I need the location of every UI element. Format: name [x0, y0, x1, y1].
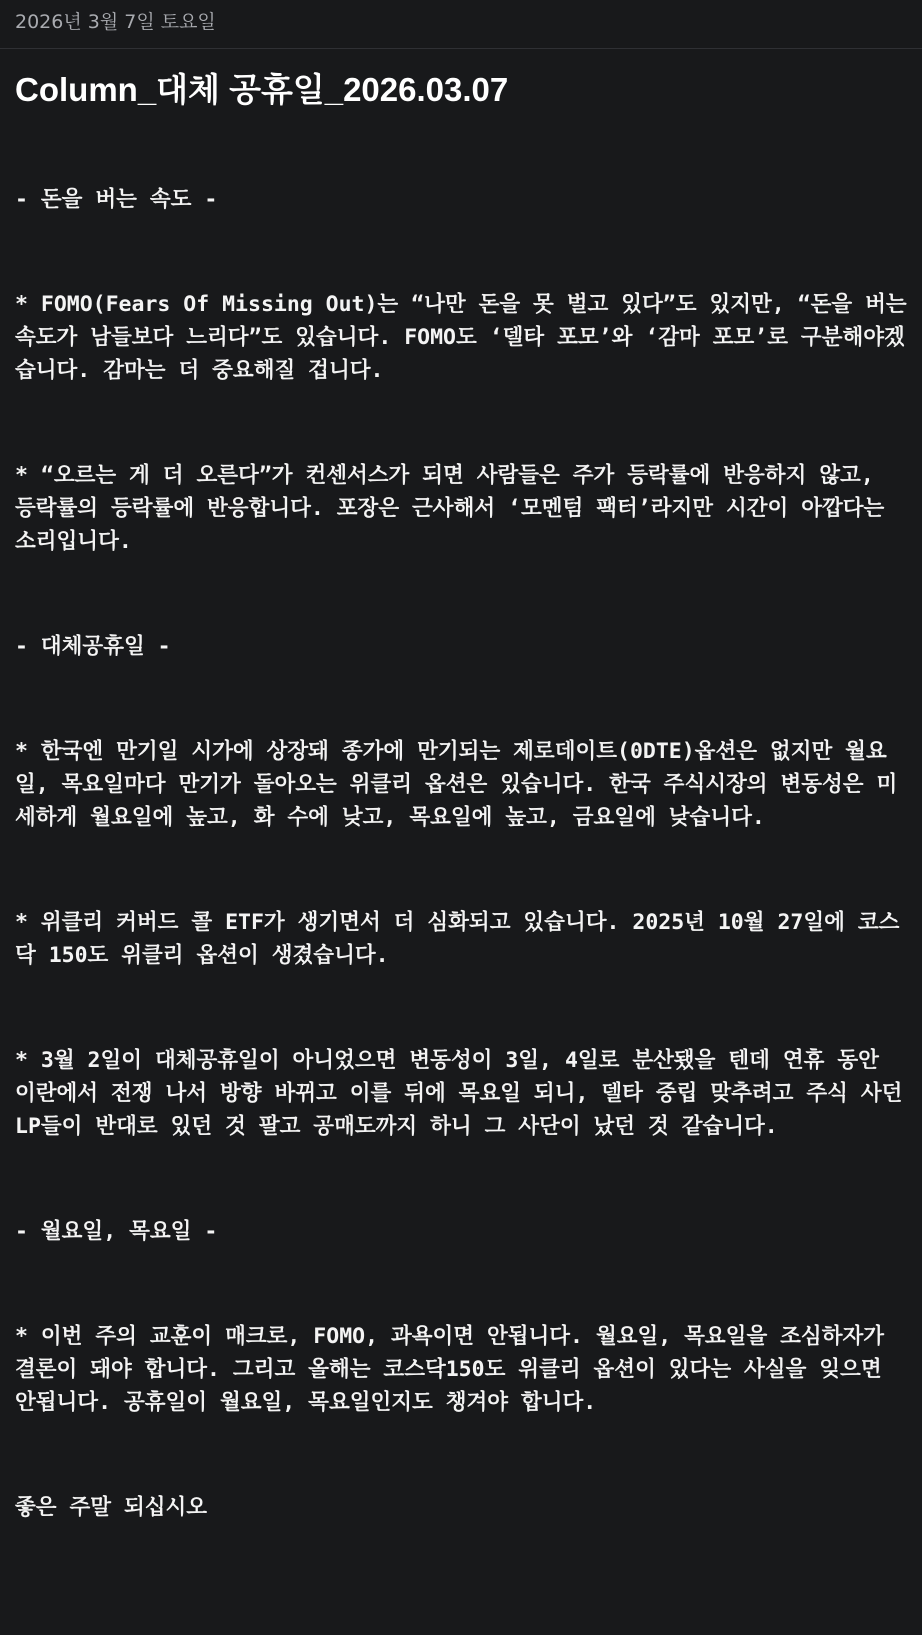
top-bar: [0, 0, 922, 49]
paragraph-weekly-options: [15, 735, 907, 834]
paragraph: * 이번 주의 교훈이 매크로, FOMO, 과욕이면 안됩니다. 월요일, 목요일을 조심하자가 결론이 돼야 합니다. 그리고 올해는 코스닥150도 위클리 옵션이 있다는 사실을 잊으면 안됩니다. 공휴일이 월요일, 목요일인지도 챙겨야 합니다.: [15, 1324, 897, 1415]
section-heading: - 돈을 버는 속도 -: [15, 187, 218, 212]
paragraph-lesson: [15, 1320, 907, 1419]
page-title: Column_대체 공휴일_2026.03.07: [15, 71, 509, 108]
paragraph: * 한국엔 만기일 시가에 상장돼 종가에 만기되는 제로데이트(0DTE)옵션은 없지만 월요일, 목요일마다 만기가 돌아오는 위클리 옵션은 있습니다. 한국 주식시장의 변동성은 미세하게 월요일에 높고, 화 수에 낮고, 목요일에 높고, 금요일에 낮습니다.: [15, 739, 898, 830]
paragraph-march-2: [15, 1044, 916, 1143]
section-heading-mon-thu: [15, 1215, 907, 1248]
section-heading-speed: [15, 183, 907, 216]
section-heading-holiday: [15, 630, 907, 663]
article: [0, 69, 922, 1524]
closing-line: 좋은 주말 되십시오: [15, 1495, 208, 1520]
paragraph-covered-call: [15, 906, 907, 972]
date-label: 2026년 3월 7일 토요일: [15, 11, 216, 33]
paragraph-fomo: [15, 288, 920, 387]
section-heading: - 대체공휴일 -: [15, 634, 171, 659]
section-heading: - 월요일, 목요일 -: [15, 1219, 218, 1244]
paragraph-closing: [15, 1491, 907, 1524]
paragraph: * 3월 2일이 대체공휴일이 아니었으면 변동성이 3일, 4일로 분산됐을 텐데 연휴 동안 이란에서 전쟁 나서 방향 바뀌고 이를 뒤에 목요일 되니, 델타 중립 맞추려고 주식 사던 LP들이 반대로 있던 것 팔고 공매도까지 하니 그 사단이 났던 것 같습니다.: [15, 1048, 916, 1139]
paragraph: * FOMO(Fears Of Missing Out)는 “나만 돈을 못 벌고 있다”도 있지만, “돈을 버는 속도가 남들보다 느리다”도 있습니다. FOMO도 ‘델타 포모’와 ‘감마 포모’로 구분해야겠습니다. 감마는 더 중요해질 겁니다.: [15, 292, 920, 383]
paragraph-momentum: [15, 459, 907, 558]
paragraph: * 위클리 커버드 콜 ETF가 생기면서 더 심화되고 있습니다. 2025년 10월 27일에 코스닥 150도 위클리 옵션이 생겼습니다.: [15, 910, 900, 968]
paragraph: * “오르는 게 더 오른다”가 컨센서스가 되면 사람들은 주가 등락률에 반응하지 않고, 등락률의 등락률에 반응합니다. 포장은 근사해서 ‘모멘텀 팩터’라지만 시간이 아깝다는 소리입니다.: [15, 463, 898, 554]
